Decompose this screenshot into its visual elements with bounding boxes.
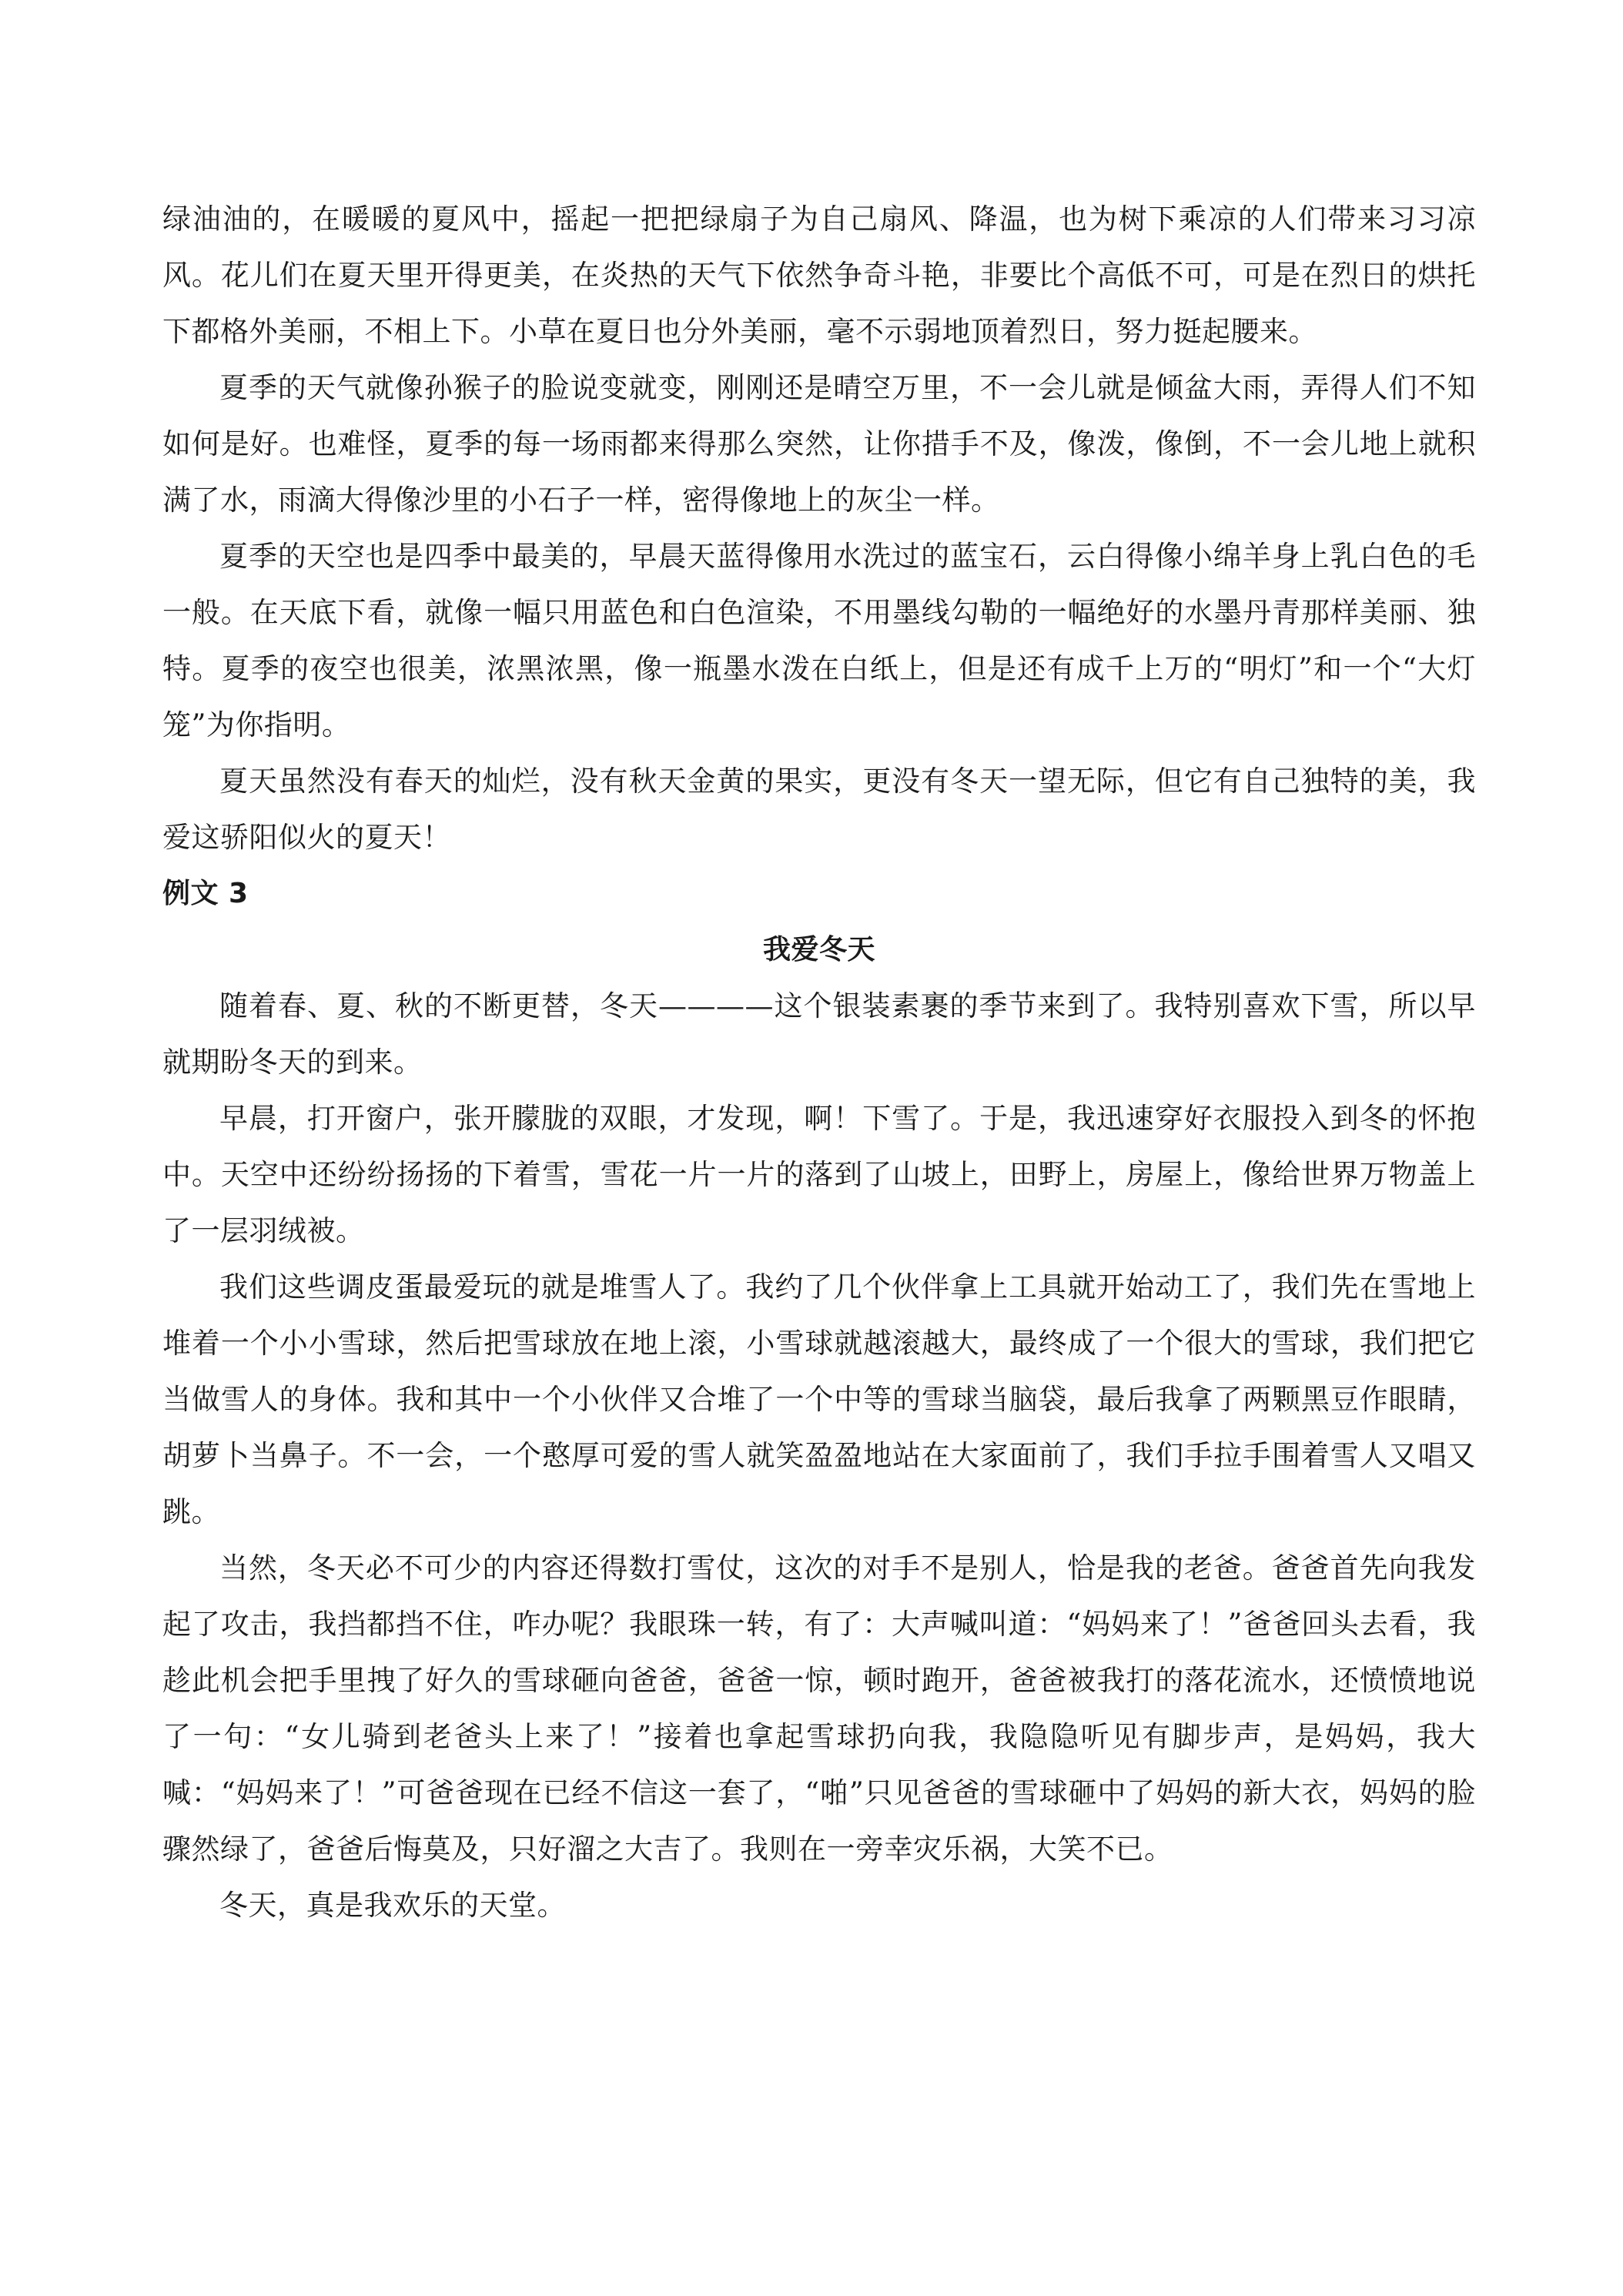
- document-page: [162, 191, 1476, 1933]
- winter-paragraph-snowman: 我们这些调皮蛋最爱玩的就是堆雪人了。我约了几个伙伴拿上工具就开始动工了，我们先在雪地上堆着一个小小雪球，然后把雪球放在地上滚，小雪球就越滚越大，最终成了一个很大的雪球，我们把它当做雪人的身体。我和其中一个小伙伴又合堆了一个中等的雪球当脑袋，最后我拿了两颗黑豆作眼睛，胡萝卜当鼻子。不一会，一个憨厚可爱的雪人就笑盈盈地站在大家面前了，我们手拉手围着雪人又唱又跳。: [162, 1270, 1476, 1528]
- summer-paragraph-conclusion: 夏天虽然没有春天的灿烂，没有秋天金黄的果实，更没有冬天一望无际，但它有自己独特的美，我爱这骄阳似火的夏天！: [162, 765, 1476, 854]
- winter-paragraph-morning: 早晨，打开窗户，张开朦胧的双眼，才发现，啊！下雪了。于是，我迅速穿好衣服投入到冬的怀抱中。天空中还纷纷扬扬的下着雪，雪花一片一片的落到了山坡上，田野上，房屋上，像给世界万物盖上了一层羽绒被。: [162, 1102, 1476, 1247]
- summer-paragraph-sky: 夏季的天空也是四季中最美的，早晨天蓝得像用水洗过的蓝宝石，云白得像小绵羊身上乳白色的毛一般。在天底下看，就像一幅只用蓝色和白色渲染，不用墨线勾勒的一幅绝好的水墨丹青那样美丽、独特。夏季的夜空也很美，浓黑浓黑，像一瓶墨水泼在白纸上，但是还有成千上万的“明灯”和一个“大灯笼”为你指明。: [162, 540, 1476, 741]
- summer-paragraph-weather: 夏季的天气就像孙猴子的脸说变就变，刚刚还是晴空万里，不一会儿就是倾盆大雨，弄得人们不知如何是好。也难怪，夏季的每一场雨都来得那么突然，让你措手不及，像泼，像倒，不一会儿地上就积满了水，雨滴大得像沙里的小石子一样，密得像地上的灰尘一样。: [162, 371, 1476, 517]
- example-label: 例文 3: [162, 878, 249, 909]
- winter-paragraph-intro: 随着春、夏、秋的不断更替，冬天————这个银装素裹的季节来到了。我特别喜欢下雪，所以早就期盼冬天的到来。: [162, 989, 1476, 1079]
- winter-paragraph-snowball-fight: 当然，冬天必不可少的内容还得数打雪仗，这次的对手不是别人，恰是我的老爸。爸爸首先向我发起了攻击，我挡都挡不住，咋办呢？我眼珠一转，有了：大声喊叫道：“妈妈来了！”爸爸回头去看，我趁此机会把手里拽了好久的雪球砸向爸爸，爸爸一惊，顿时跑开，爸爸被我打的落花流水，还愤愤地说了一句：“女儿骑到老爸头上来了！”接着也拿起雪球扔向我，我隐隐听见有脚步声，是妈妈，我大喊：“妈妈来了！”可爸爸现在已经不信这一套了，“啪”只见爸爸的雪球砸中了妈妈的新大衣，妈妈的脸骤然绿了，爸爸后悔莫及，只好溜之大吉了。我则在一旁幸灾乐祸，大笑不已。: [162, 1551, 1476, 1866]
- continued-paragraph: 绿油油的，在暖暖的夏风中，摇起一把把绿扇子为自己扇风、降温，也为树下乘凉的人们带来习习凉风。花儿们在夏天里开得更美，在炎热的天气下依然争奇斗艳，非要比个高低不可，可是在烈日的烘托下都格外美丽，不相上下。小草在夏日也分外美丽，毫不示弱地顶着烈日，努力挺起腰来。: [162, 202, 1476, 348]
- essay-title: 我爱冬天: [762, 934, 875, 966]
- winter-paragraph-conclusion: 冬天，真是我欢乐的天堂。: [219, 1889, 566, 1922]
